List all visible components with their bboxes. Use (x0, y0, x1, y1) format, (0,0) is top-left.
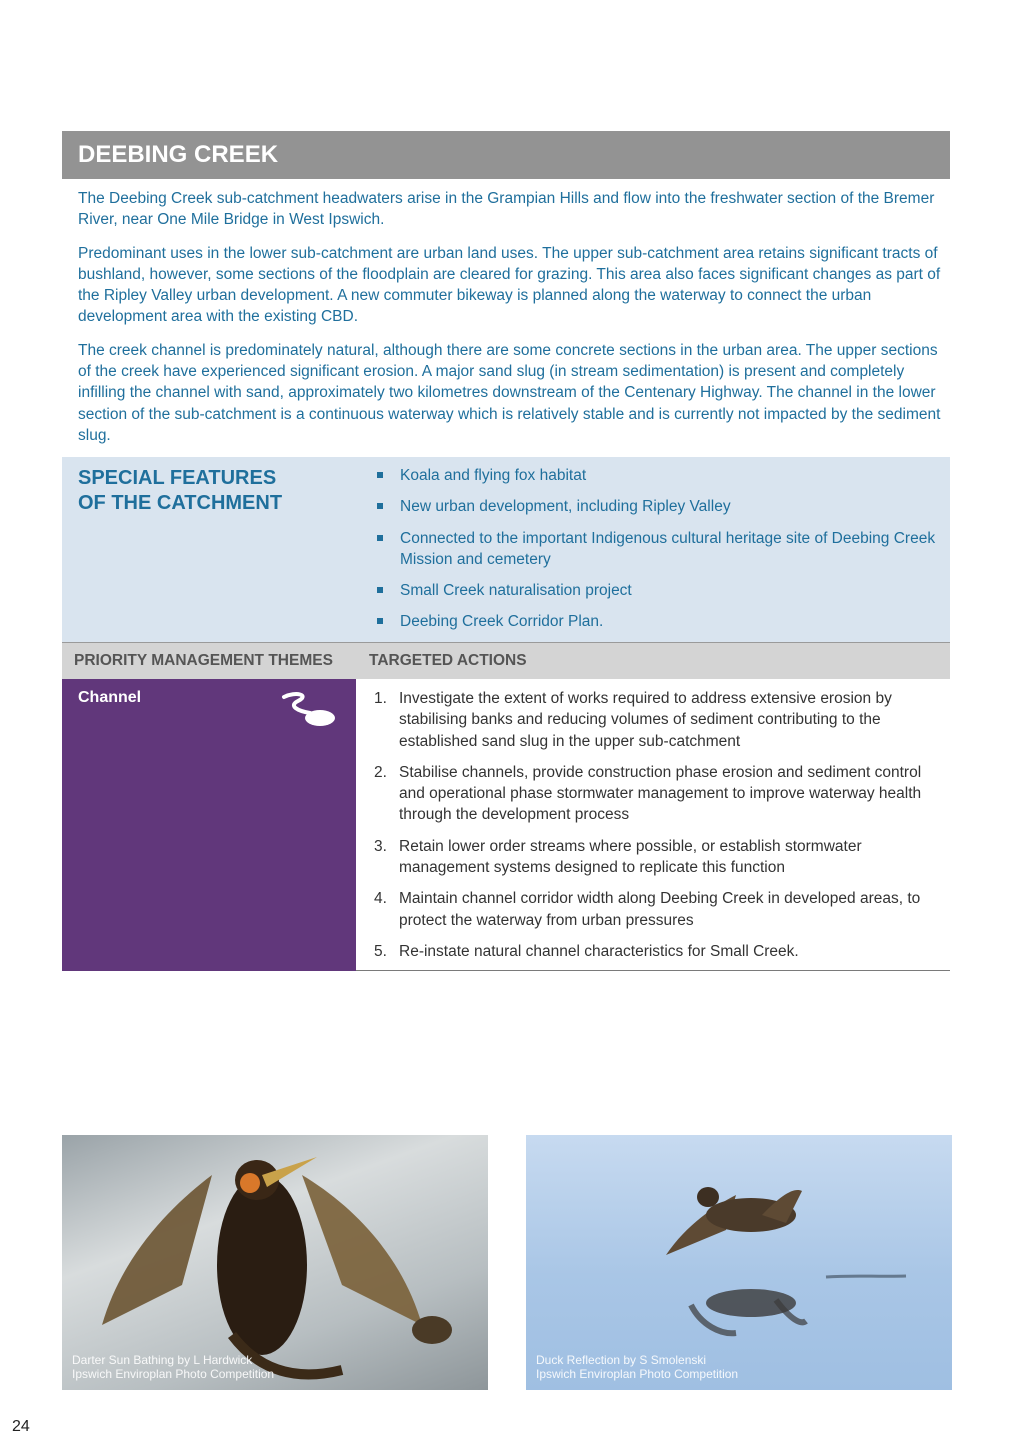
action-item (374, 941, 944, 962)
targeted-actions-cell (356, 679, 950, 971)
photo-caption-title: Duck Reflection by S Smolenski (536, 1353, 707, 1367)
action-number: 4. (374, 890, 387, 908)
feature-item: Koala and flying fox habitat (374, 465, 942, 486)
themes-table-header (62, 642, 950, 679)
action-number: 2. (374, 763, 387, 781)
feature-item: Small Creek naturalisation project (374, 580, 942, 601)
action-item (374, 836, 944, 879)
duck-reflection-illustration (526, 1135, 952, 1390)
photo-caption-credit: Ipswich Enviroplan Photo Competition (72, 1367, 275, 1381)
feature-item: Deebing Creek Corridor Plan. (374, 611, 942, 632)
special-features-title-line2: OF THE CATCHMENT (78, 492, 283, 514)
action-text: Maintain channel corridor width along Deebing Creek in developed areas, to protect the waterway from urban pressures (399, 890, 921, 929)
river-channel-icon (280, 691, 338, 731)
action-text: Retain lower order streams where possible, or establish stormwater management systems designed to replicate this function (399, 837, 862, 877)
intro-paragraph-2: Predominant uses in the lower sub-catchment are urban land uses. The upper sub-catchment area retains significant tracts of bushland, however, some sections of the floodplain are cleared for grazing. This area also faces significant changes as part of the Ripley Valley urban development. A new commuter bikeway is planned along the waterway to connect the urban development area with the existing CBD. (78, 244, 941, 326)
actions-column-header: TARGETED ACTIONS (369, 652, 527, 669)
special-features-title (78, 466, 348, 516)
special-features-title-line1: SPECIAL FEATURES (78, 467, 277, 489)
photo-duck (526, 1135, 952, 1390)
special-features-panel (62, 457, 950, 642)
section-title: DEEBING CREEK (62, 131, 950, 179)
photo-darter (62, 1135, 488, 1390)
theme-label: Channel (78, 689, 142, 706)
action-number: 3. (374, 837, 387, 855)
action-text: Investigate the extent of works required to address extensive erosion by stabilising banks and reducing volumes of sediment contributing to the established sand slug in the upper sub-catchment (399, 690, 892, 750)
themes-column-header: PRIORITY MANAGEMENT THEMES (74, 652, 333, 669)
feature-item: New urban development, including Ripley Valley (374, 496, 942, 517)
photo-caption (536, 1353, 738, 1381)
feature-item: Connected to the important Indigenous cultural heritage site of Deebing Creek Mission and cemetery (374, 528, 942, 571)
photo-caption (72, 1353, 274, 1381)
page-number: 24 (12, 1418, 30, 1435)
intro-paragraph-1: The Deebing Creek sub-catchment headwaters arise in the Grampian Hills and flow into the freshwater section of the Bremer River, near One Mile Bridge in West Ipswich. (78, 190, 935, 229)
action-item (374, 688, 944, 752)
action-text: Stabilise channels, provide construction phase erosion and sediment control and operational phase stormwater management to improve waterway health through the development process (399, 763, 922, 824)
intro-text (78, 188, 942, 458)
action-number: 5. (374, 942, 387, 960)
theme-cell-channel (62, 679, 356, 971)
photo-caption-title: Darter Sun Bathing by L Hardwick (72, 1353, 253, 1367)
action-number: 1. (374, 690, 387, 707)
intro-paragraph-3: The creek channel is predominately natural, although there are some concrete sections in the urban area. The upper sections of the creek have experienced significant erosion. A major sand slug (in stream sedimentation) is present and completely infilling the channel with sand, approximately two kilometres downstream of the Centenary Highway. The channel in the lower section of the sub-catchment is a continuous waterway which is relatively stable and is currently not impacted by the sediment slug. (78, 341, 941, 444)
darter-bird-illustration (62, 1135, 488, 1390)
action-item (374, 888, 944, 931)
targeted-actions-list (374, 688, 944, 972)
action-text: Re-instate natural channel characteristics for Small Creek. (399, 942, 799, 960)
photo-caption-credit: Ipswich Enviroplan Photo Competition (536, 1367, 739, 1381)
special-features-list (374, 465, 942, 643)
action-item (374, 762, 944, 826)
